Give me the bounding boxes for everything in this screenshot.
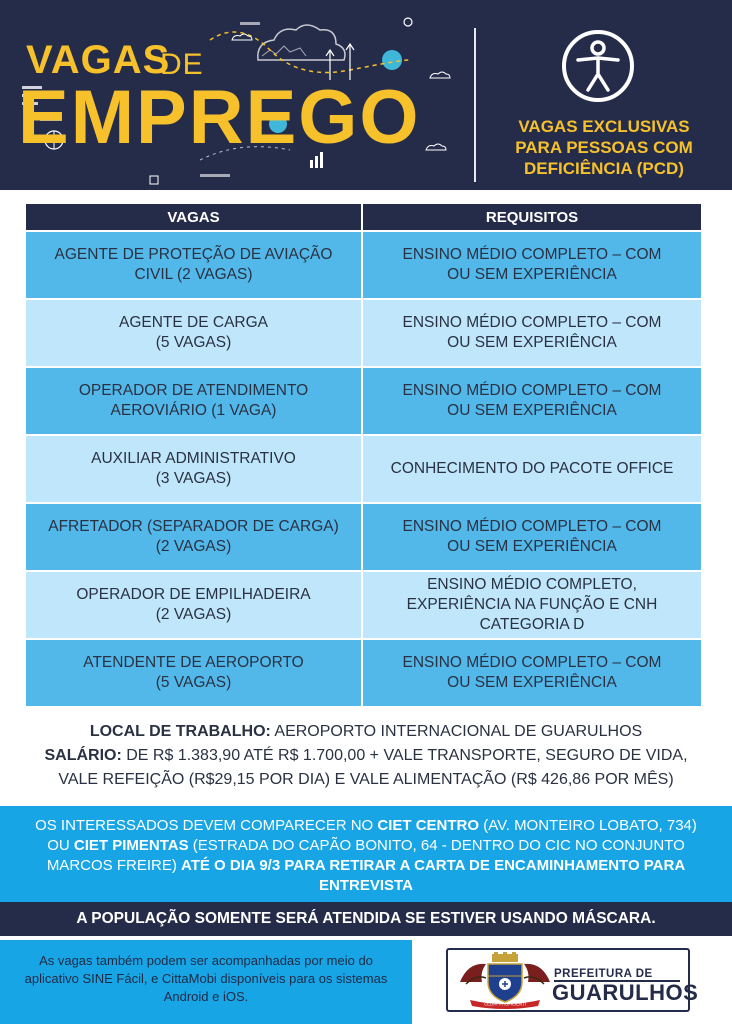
vaga-line: CIVIL (2 VAGAS) xyxy=(134,266,253,283)
vaga-cell xyxy=(26,572,361,638)
guarulhos-crest-icon xyxy=(456,952,554,1010)
pcd-line-1: VAGAS EXCLUSIVAS xyxy=(518,117,690,136)
vaga-cell xyxy=(26,640,361,706)
instructions-text-1: OS INTERESSADOS DEVEM COMPARECER NO xyxy=(35,817,378,834)
local-label: LOCAL DE TRABALHO: xyxy=(89,723,271,740)
req-line: ENSINO MÉDIO COMPLETO – COM xyxy=(402,654,662,671)
vaga-line: ATENDENTE DE AEROPORTO xyxy=(83,654,304,671)
salario-line-2: VALE REFEIÇÃO (R$29,15 POR DIA) E VALE ALIMENTAÇÃO (R$ 426,86 POR MÊS) xyxy=(58,771,674,788)
req-line: ENSINO MÉDIO COMPLETO – COM xyxy=(402,314,662,331)
table-row xyxy=(26,504,701,570)
vaga-cell xyxy=(26,436,361,502)
title-de: DE xyxy=(160,48,204,81)
req-line: OU SEM EXPERIÊNCIA xyxy=(447,266,617,283)
accessibility-icon xyxy=(560,28,636,104)
table-row xyxy=(26,368,701,434)
table-row xyxy=(26,640,701,706)
pcd-line-2: PARA PESSOAS COM xyxy=(515,138,693,157)
vaga-line: (2 VAGAS) xyxy=(155,606,232,623)
vaga-line: (3 VAGAS) xyxy=(155,470,232,487)
vaga-line: OPERADOR DE EMPILHADEIRA xyxy=(76,586,311,603)
table-header-row xyxy=(26,204,701,230)
local-de-trabalho xyxy=(0,720,732,744)
vaga-line: (5 VAGAS) xyxy=(155,674,232,691)
table-row xyxy=(26,300,701,366)
table-row xyxy=(26,436,701,502)
footer-logo-area xyxy=(414,940,732,1024)
instructions-band xyxy=(0,806,732,902)
req-line: CONHECIMENTO DO PACOTE OFFICE xyxy=(390,460,674,477)
requisito-cell xyxy=(363,572,701,638)
vaga-line: OPERADOR DE ATENDIMENTO xyxy=(78,382,309,399)
requisito-cell xyxy=(363,504,701,570)
req-line: ENSINO MÉDIO COMPLETO – COM xyxy=(402,382,662,399)
req-line: ENSINO MÉDIO COMPLETO – COM xyxy=(402,246,662,263)
vaga-line: AEROVIÁRIO (1 VAGA) xyxy=(110,402,277,419)
prefeitura-logo xyxy=(446,948,699,1012)
req-line: OU SEM EXPERIÊNCIA xyxy=(447,334,617,351)
header-divider xyxy=(474,28,476,182)
logo-prefeitura-text: PREFEITURA DE xyxy=(554,968,653,980)
table-row xyxy=(26,572,701,638)
mask-notice: A POPULAÇÃO SOMENTE SERÁ ATENDIDA SE ESTIVER USANDO MÁSCARA. xyxy=(0,902,732,936)
salario-label: SALÁRIO: xyxy=(44,747,122,764)
vaga-line: (2 VAGAS) xyxy=(155,538,232,555)
salario-value: DE R$ 1.383,90 ATÉ R$ 1.700,00 + VALE TRANSPORTE, SEGURO DE VIDA, xyxy=(121,747,688,764)
req-line: CATEGORIA D xyxy=(479,616,585,633)
requisito-cell xyxy=(363,640,701,706)
req-line: ENSINO MÉDIO COMPLETO, xyxy=(427,576,637,593)
vaga-cell xyxy=(26,300,361,366)
vaga-line: AFRETADOR (SEPARADOR DE CARGA) xyxy=(48,518,339,535)
jobs-table xyxy=(26,202,705,708)
req-line: OU SEM EXPERIÊNCIA xyxy=(447,674,617,691)
header-vagas: VAGAS xyxy=(26,204,361,230)
title-vagas: VAGAS xyxy=(26,38,171,82)
ciet-pimentas: CIET PIMENTAS xyxy=(73,837,189,854)
vaga-cell xyxy=(26,368,361,434)
apps-info: As vagas também podem ser acompanhadas por meio do aplicativo SINE Fácil, e CittaMobi disponíveis para os sistemas Android e iOS. xyxy=(0,940,412,1024)
header-banner xyxy=(0,0,732,190)
vaga-line: AUXILIAR ADMINISTRATIVO xyxy=(91,450,296,467)
instructions-text-2: (AV. MONTEIRO LOBATO, 734) OU xyxy=(47,817,697,854)
req-line: OU SEM EXPERIÊNCIA xyxy=(447,402,617,419)
job-info xyxy=(0,720,732,792)
title-emprego: EMPREGO xyxy=(18,75,421,160)
vaga-cell xyxy=(26,504,361,570)
local-value: AEROPORTO INTERNACIONAL DE GUARULHOS xyxy=(270,723,643,740)
requisito-cell xyxy=(363,436,701,502)
crest-motto: CEDAT PROFICIENTI xyxy=(484,1001,526,1007)
requisito-cell xyxy=(363,232,701,298)
table-row xyxy=(26,232,701,298)
req-line: ENSINO MÉDIO COMPLETO – COM xyxy=(402,518,662,535)
vaga-line: AGENTE DE CARGA xyxy=(119,314,268,331)
req-line: OU SEM EXPERIÊNCIA xyxy=(447,538,617,555)
req-line: EXPERIÊNCIA NA FUNÇÃO E CNH xyxy=(406,596,658,613)
ciet-centro: CIET CENTRO xyxy=(377,817,480,834)
instructions-text-3: (ESTRADA DO CAPÃO BONITO, 64 - DENTRO DO CIC NO CONJUNTO MARCOS FREIRE) xyxy=(46,837,685,874)
pcd-line-3: DEFICIÊNCIA (PCD) xyxy=(524,159,684,178)
pcd-heading xyxy=(492,116,716,179)
deadline-text: ATÉ O DIA 9/3 PARA RETIRAR A CARTA DE ENCAMINHAMENTO PARA ENTREVISTA xyxy=(181,857,686,894)
vaga-cell xyxy=(26,232,361,298)
header-requisitos: REQUISITOS xyxy=(363,204,701,230)
requisito-cell xyxy=(363,368,701,434)
logo-guarulhos-text: GUARULHOS xyxy=(552,980,699,1005)
vaga-line: (5 VAGAS) xyxy=(155,334,232,351)
vaga-line: AGENTE DE PROTEÇÃO DE AVIAÇÃO xyxy=(54,246,333,263)
salario xyxy=(0,744,732,768)
title-block xyxy=(18,18,458,183)
requisito-cell xyxy=(363,300,701,366)
